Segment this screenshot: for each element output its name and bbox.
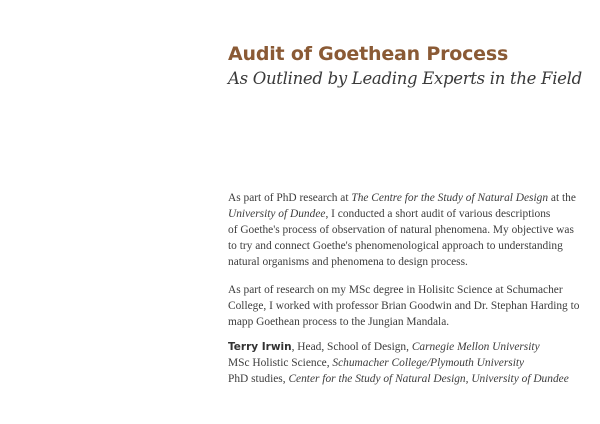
affiliation: Center for the Study of Natural Design, University of Dundee	[288, 373, 569, 386]
paragraph-line: to try and connect Goethe's phenomenological approach to understanding	[228, 240, 563, 253]
affiliation: Schumacher College/Plymouth University	[332, 357, 525, 370]
paragraph-line	[228, 190, 576, 206]
credit-line	[228, 371, 569, 387]
page-title: Audit of Goethean Process	[228, 43, 509, 65]
msc-paragraph	[228, 282, 579, 330]
text: , I conducted a short audit of various descriptions	[325, 208, 551, 221]
text: at the	[548, 192, 576, 204]
credit-line	[228, 339, 569, 355]
credit-line	[228, 355, 569, 371]
text: , Head, School of Design,	[291, 341, 412, 353]
paragraph-line	[228, 206, 576, 222]
affiliation: Carnegie Mellon University	[411, 341, 540, 353]
text: MSc Holistic Science,	[228, 357, 333, 370]
text: As part of PhD research at	[228, 192, 352, 204]
author-name: Terry Irwin	[228, 341, 292, 353]
paragraph-line: mapp Goethean process to the Jungian Mandala.	[228, 316, 450, 329]
text: PhD studies,	[228, 373, 289, 386]
page-subtitle: As Outlined by Leading Experts in the Field	[228, 69, 582, 88]
intro-paragraph	[228, 190, 576, 270]
paragraph-line: natural organisms and phenomena to design process.	[228, 256, 468, 269]
paragraph-line: College, I worked with professor Brian Goodwin and Dr. Stephan Harding to	[228, 300, 580, 313]
institution-name: The Centre for the Study of Natural Design	[351, 192, 549, 204]
paragraph-line: As part of research on my MSc degree in Holisitc Science at Schumacher	[228, 284, 563, 296]
university-name: University of Dundee	[228, 208, 326, 221]
paragraph-line: of Goethe's process of observation of natural phenomena. My objective was	[228, 224, 574, 237]
author-credits	[228, 339, 569, 387]
